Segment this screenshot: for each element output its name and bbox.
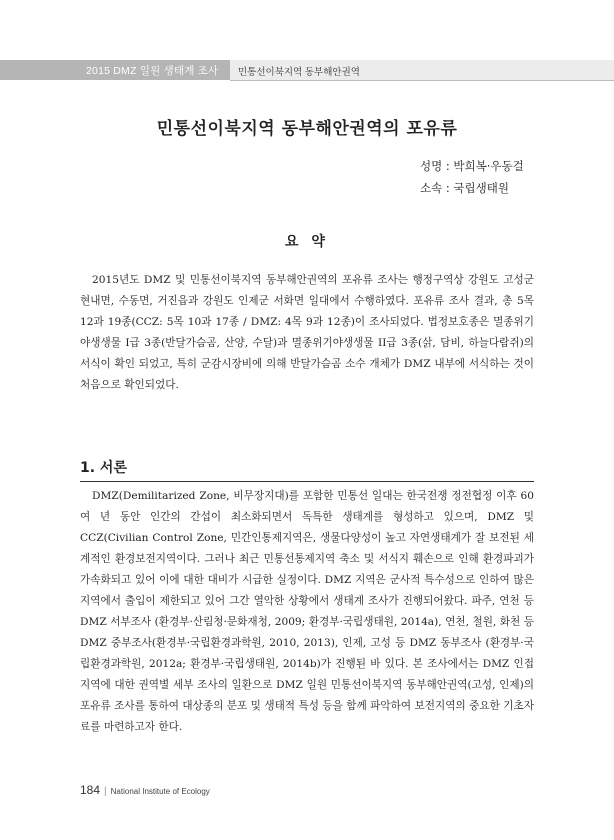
introduction-paragraph [80,486,534,738]
abstract-text: 2015년도 DMZ 및 민통선이북지역 동부해안권역의 포유류 조사는 행정구역상 강원도 고성군 현내면, 수동면, 거진읍과 강원도 인제군 서화면 일대에서 수행하였다. 포유류 조사 결과, 총 5목 12과 19종(CCZ: 5목 10과 17종 / DMZ: 4목 9과 12종)이 조사되었다. 법정보호종은 멸종위기야생생물 I급 3종(반달가슴곰, 산양, 수달)과 멸종위기야생생물 II급 3종(삵, 담비, 하늘다람쥐)의 서식이 확인 되었고, 특히 군감시장비에 의해 반달가슴곰 소수 개체가 DMZ 내부에 서식하는 것이 처음으로 확인되었다. [80,274,534,391]
running-header [0,60,614,80]
running-header-series-box [0,60,230,80]
footer-separator: | [104,786,107,797]
affiliation-line: 소속 : 국립생태원 [420,181,509,195]
abstract-heading: 요 약 [285,234,329,250]
running-header-series: 2015 DMZ 일원 생태계 조사 [86,65,219,77]
section-heading-introduction: 1. 서론 [80,460,127,476]
paper-title: 민통선이북지역 동부해안권역의 포유류 [156,119,458,139]
running-header-section-box [230,60,614,80]
introduction-text: DMZ(Demilitarized Zone, 비무장지대)를 포함한 민통선 일대는 한국전쟁 정전협정 이후 60여 년 동안 인간의 간섭이 최소화되면서 독특한 생태계를 형성하고 있으며, DMZ 및 CCZ(Civilian Control Zone, 민간인통제지역은, 생물다양성이 높고 자연생태계가 잘 보전된 세계적인 환경보전지역이다. 그러나 최근 민통선통제지역 축소 및 서식지 훼손으로 인해 환경파괴가 가속화되고 있어 이에 대한 대비가 시급한 실정이다. DMZ 지역은 군사적 특수성으로 인하여 많은 지역에서 출입이 제한되고 있어 그간 열악한 상황에서 생태계 조사가 진행되어왔다. 파주, 연천 등 DMZ 서부조사 (환경부·산림청·문화재청, 2009; 환경부·국립생태원, 2014a), 연천, 철원, 화천 등 DMZ 중부조사(환경부·국립환경과학원, 2010, 2013), 인제, 고성 등 DMZ 동부조사 (환경부·국립환경과학원, 2012a; 환경부·국립생태원, 2014b)가 진행된 바 있다. 본 조사에서는 DMZ 인접 지역에 대한 권역별 세부 조사의 일환으로 DMZ 일원 민통선이북지역 동부해안권역(고성, 인제)의 포유류 조사를 통하여 대상종의 분포 및 생태적 특성 등을 함께 파악하여 보전지역의 중요한 기초자료를 마련하고자 한다. [80,490,534,733]
abstract-paragraph [80,270,534,396]
header-divider [230,80,614,81]
page-number: 184 [80,783,101,797]
author-line: 성명 : 박희복·우동걸 [420,159,524,173]
section-divider [80,481,534,482]
running-header-section: 민통선이북지역 동부해안권역 [238,67,360,78]
footer-institution: National Institute of Ecology [110,787,210,796]
page-footer [80,781,210,799]
